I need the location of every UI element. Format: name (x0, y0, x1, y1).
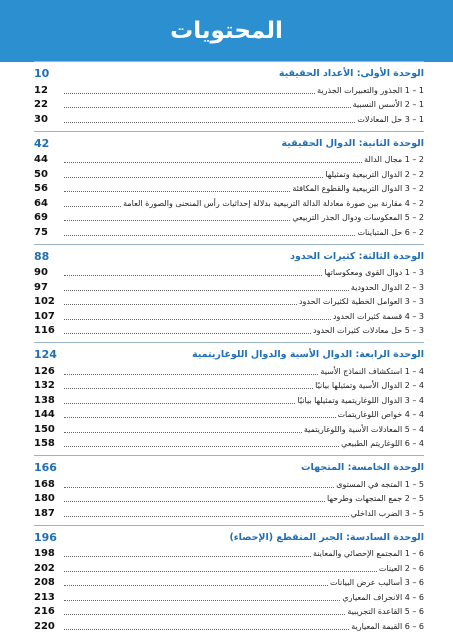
unit-page-number: 88 (34, 249, 50, 263)
lesson-title: 4 – 1 استكشاف النماذج الأسية (320, 366, 424, 376)
lesson-page-number: 12 (34, 84, 48, 96)
dot-leader (64, 571, 377, 572)
lesson-page-number: 107 (34, 310, 55, 322)
dot-leader (64, 446, 339, 447)
toc-entry[interactable] (34, 308, 424, 323)
unit-heading[interactable] (34, 529, 424, 546)
unit-section (34, 455, 424, 520)
lesson-title: 1 – 1 الجذور والتعبيرات الجذرية (317, 85, 424, 95)
dot-leader (64, 487, 334, 488)
dot-leader (64, 374, 318, 375)
toc-entry[interactable] (34, 392, 424, 407)
table-of-contents (34, 61, 424, 638)
dot-leader (64, 162, 362, 163)
lesson-page-number: 144 (34, 409, 55, 420)
lesson-title: 5 – 3 الضرب الداخلي (350, 508, 424, 518)
lesson-title: 4 – 3 الدوال اللوغاريتمية وتمثيلها بيانيًا (297, 395, 424, 405)
dot-leader (64, 614, 345, 615)
dot-leader (64, 191, 290, 192)
lesson-title: 4 – 2 الدوال الأسية وتمثيلها بيانيًا (315, 381, 424, 390)
dot-leader (64, 388, 313, 389)
lesson-title: 3 – 3 العوامل الخطية لكثيرات الحدود (298, 297, 424, 306)
unit-page-number: 10 (34, 67, 50, 80)
title-banner (0, 0, 453, 62)
toc-entry[interactable] (34, 378, 424, 393)
toc-entry[interactable] (34, 575, 424, 590)
toc-entry[interactable] (34, 210, 424, 225)
dot-leader (64, 290, 349, 291)
lesson-page-number: 187 (34, 507, 55, 519)
lesson-page-number: 216 (34, 606, 55, 617)
lesson-page-number: 220 (34, 620, 55, 632)
toc-entry[interactable] (34, 436, 424, 451)
toc-entry[interactable] (34, 323, 424, 338)
unit-title: الوحدة الخامسة: المتجهات (301, 462, 424, 473)
lesson-title: 3 – 2 الدوال الحدودية (350, 282, 424, 292)
unit-section (34, 61, 424, 126)
toc-entry[interactable] (34, 166, 424, 181)
dot-leader (64, 319, 331, 320)
lesson-page-number: 90 (34, 267, 48, 278)
lesson-title: 6 – 4 الانحراف المعياري (342, 592, 424, 602)
lesson-page-number: 75 (34, 226, 48, 238)
lesson-page-number: 102 (34, 296, 55, 307)
dot-leader (64, 206, 121, 207)
dot-leader (64, 629, 349, 630)
dot-leader (64, 220, 290, 221)
unit-heading[interactable] (34, 459, 424, 476)
lesson-title: 2 – 6 حل المتباينات (357, 227, 424, 237)
lesson-title: 2 – 5 المعكوسات ودوال الجذر التربيعي (292, 213, 424, 222)
toc-entry[interactable] (34, 491, 424, 506)
lesson-title: 3 – 1 دوال القوى ومعكوساتها (324, 268, 424, 277)
toc-entry[interactable] (34, 589, 424, 604)
toc-entry[interactable] (34, 82, 424, 97)
toc-entry[interactable] (34, 181, 424, 196)
toc-entry[interactable] (34, 560, 424, 575)
unit-heading[interactable] (34, 65, 424, 82)
unit-page-number: 42 (34, 136, 50, 150)
unit-title: الوحدة الثالثة: كثيرات الحدود (290, 250, 424, 262)
lesson-page-number: 64 (34, 197, 48, 209)
toc-entry[interactable] (34, 111, 424, 126)
dot-leader (64, 275, 322, 276)
lesson-page-number: 198 (34, 548, 55, 559)
lesson-page-number: 213 (34, 591, 55, 603)
unit-heading[interactable] (34, 135, 424, 152)
dot-leader (64, 417, 336, 418)
lesson-page-number: 116 (34, 325, 55, 336)
dot-leader (64, 333, 311, 334)
lesson-page-number: 202 (34, 562, 55, 574)
lesson-page-number: 208 (34, 577, 55, 588)
unit-title: الوحدة السادسة: الجبر المتقطع (الإحصاء) (229, 531, 424, 543)
lesson-title: 3 – 5 حل معادلات كثيرات الحدود (313, 326, 424, 335)
lesson-title: 5 – 1 المتجه في المستوى (336, 479, 424, 489)
lesson-page-number: 158 (34, 438, 55, 449)
dot-leader (64, 432, 302, 433)
unit-section (34, 131, 424, 239)
lesson-page-number: 138 (34, 394, 55, 406)
lesson-title: 1 – 3 حل المعادلات (357, 114, 424, 124)
lesson-page-number: 44 (34, 154, 48, 165)
unit-page-number: 124 (34, 348, 57, 361)
toc-entry[interactable] (34, 604, 424, 619)
unit-heading[interactable] (34, 346, 424, 363)
unit-section (34, 525, 424, 633)
unit-page-number: 166 (34, 461, 57, 474)
lesson-title: 2 – 1 مجال الدالة (364, 155, 424, 164)
toc-entry[interactable] (34, 224, 424, 239)
unit-heading[interactable] (34, 248, 424, 265)
dot-leader (64, 304, 297, 305)
dot-leader (64, 177, 323, 178)
unit-section (34, 342, 424, 450)
lesson-page-number: 132 (34, 380, 55, 391)
lesson-title: 3 – 4 قسمة كثيرات الحدود (332, 311, 424, 321)
toc-entry[interactable] (34, 152, 424, 167)
lesson-title: 1 – 2 الأسس النسبية (352, 100, 424, 109)
toc-entry[interactable] (34, 294, 424, 309)
unit-title: الوحدة الرابعة: الدوال الأسية والدوال اللوغاريتمية (191, 349, 424, 360)
lesson-title: 2 – 3 الدوال التربيعية والقطوع المكافئة (292, 184, 424, 193)
toc-entry[interactable] (34, 618, 424, 633)
lesson-title: 4 – 5 المعادلات الأسية واللوغاريتمية (303, 424, 424, 434)
lesson-page-number: 56 (34, 183, 48, 194)
lesson-page-number: 180 (34, 493, 55, 504)
page-title: المحتويات (170, 18, 283, 44)
lesson-page-number: 168 (34, 478, 55, 490)
unit-section (34, 244, 424, 338)
lesson-title: 5 – 2 جمع المتجهات وطرحها (327, 494, 424, 503)
toc-entry[interactable] (34, 505, 424, 520)
toc-entry[interactable] (34, 265, 424, 280)
lesson-title: 6 – 3 أساليب عرض البيانات (330, 578, 424, 587)
lesson-title: 6 – 5 القاعدة التجريبية (347, 607, 424, 616)
dot-leader (64, 235, 355, 236)
lesson-title: 4 – 6 اللوغاريتم الطبيعي (341, 439, 424, 448)
lesson-title: 2 – 2 الدوال التربيعية وتمثيلها (325, 169, 424, 179)
dot-leader (64, 585, 328, 586)
unit-title: الوحدة الثانية: الدوال الحقيقية (281, 137, 424, 149)
toc-entry[interactable] (34, 476, 424, 491)
lesson-page-number: 97 (34, 281, 48, 293)
lesson-page-number: 69 (34, 212, 48, 223)
lesson-page-number: 126 (34, 365, 55, 377)
toc-entry[interactable] (34, 97, 424, 112)
toc-entry[interactable] (34, 195, 424, 210)
lesson-title: 6 – 6 القيمة المعيارية (351, 621, 424, 631)
toc-entry[interactable] (34, 407, 424, 422)
lesson-page-number: 50 (34, 168, 48, 180)
lesson-page-number: 22 (34, 99, 48, 110)
toc-entry[interactable] (34, 279, 424, 294)
dot-leader (64, 93, 315, 94)
unit-title: الوحدة الأولى: الأعداد الحقيقية (278, 68, 424, 79)
unit-page-number: 196 (34, 530, 57, 544)
dot-leader (64, 516, 349, 517)
lesson-title: 2 – 4 مقارنة بين صورة معادلة الدالة التربيعية بدلالة إحداثيات رأس المنحنى والصورة العامة (123, 198, 424, 208)
lesson-title: 4 – 4 خواص اللوغاريتمات (337, 410, 424, 419)
lesson-title: 6 – 2 العينات (378, 563, 424, 573)
dot-leader (64, 556, 311, 557)
dot-leader (64, 122, 355, 123)
lesson-title: 6 – 1 المجتمع الإحصائي والمعاينة (312, 549, 424, 558)
dot-leader (64, 501, 325, 502)
lesson-page-number: 150 (34, 423, 55, 435)
toc-entry[interactable] (34, 546, 424, 561)
toc-entry[interactable] (34, 363, 424, 378)
dot-leader (64, 403, 295, 404)
lesson-page-number: 30 (34, 113, 48, 125)
toc-entry[interactable] (34, 421, 424, 436)
dot-leader (64, 107, 351, 108)
